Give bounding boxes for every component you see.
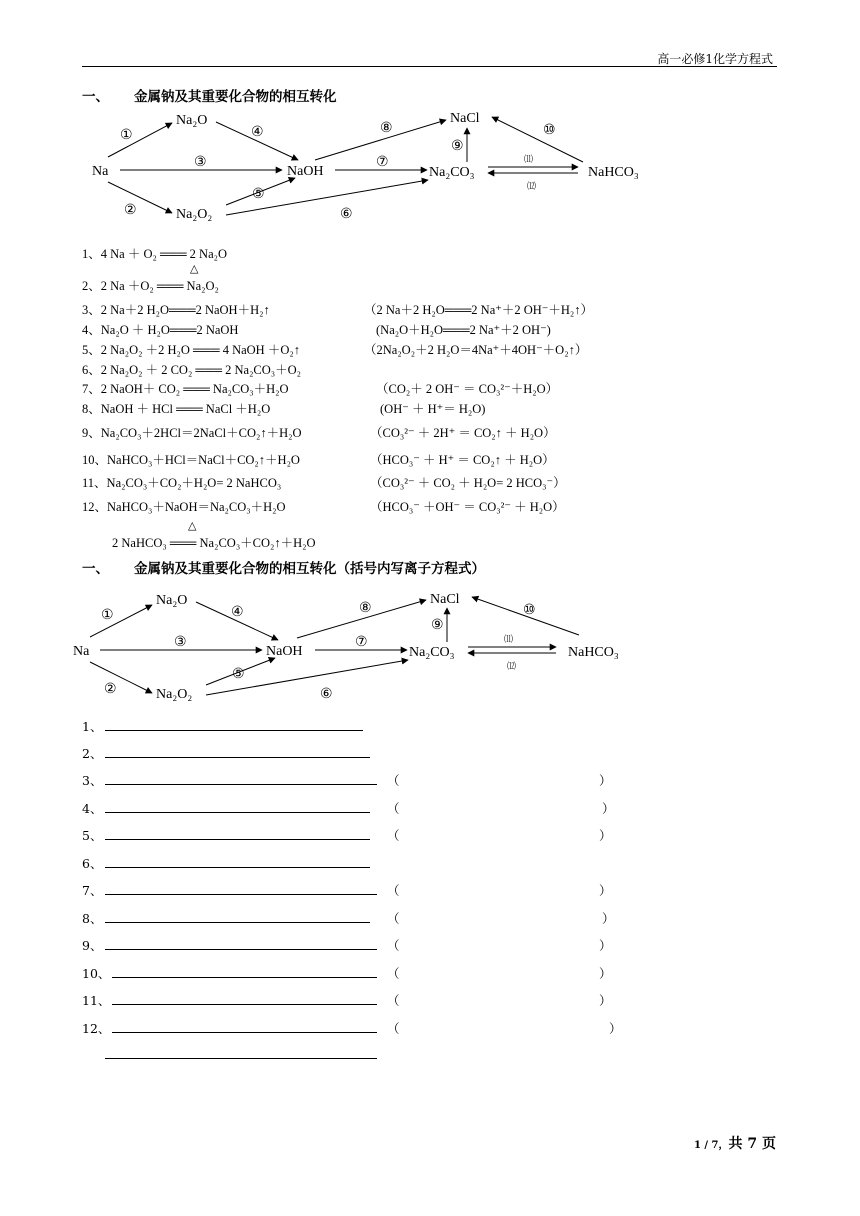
answer-blank-13[interactable] xyxy=(105,1058,377,1059)
ion-equation-11: （CO₃²⁻ ＋ CO₂ ＋ H₂O= 2 HCO₃⁻） xyxy=(370,476,566,490)
label-2-1: ① xyxy=(101,608,114,623)
ion-equation-12: （HCO₃⁻ ＋OH⁻ ＝ CO₃²⁻ ＋ H₂O） xyxy=(370,500,565,514)
node-nahco3: NaHCO₃ xyxy=(588,165,639,180)
label-5: ⑤ xyxy=(252,187,265,202)
label-8: ⑧ xyxy=(380,121,393,136)
ion-equation-3: （2 Na＋2 H₂O═══2 Na⁺＋2 OH⁻＋H₂↑） xyxy=(364,303,594,317)
equation-12: 12、NaHCO₃＋NaOH＝Na₂CO₃＋H₂O xyxy=(82,500,286,514)
node-2-na2co3: Na₂CO₃ xyxy=(409,645,455,660)
node-2-na: Na xyxy=(73,644,90,659)
answer-blank-9[interactable] xyxy=(105,949,377,950)
label-12: ⑿ xyxy=(527,181,537,191)
answer-row-9: 9、 （ ） xyxy=(82,938,612,953)
node-na2o: Na₂O xyxy=(176,113,208,128)
node-2-nahco3: NaHCO₃ xyxy=(568,645,619,660)
answer-row-2: 2、 xyxy=(82,744,642,760)
label-3: ③ xyxy=(194,155,207,170)
ion-equation-8: (OH⁻ ＋ H⁺＝ H₂O) xyxy=(380,402,486,416)
node-2-na2o2: Na₂O₂ xyxy=(156,687,193,702)
equation-4: 4、Na₂O ＋ H₂O═══2 NaOH xyxy=(82,323,239,337)
equation-3: 3、2 Na＋2 H₂O═══2 NaOH＋H₂↑ xyxy=(82,303,270,317)
label-2: ② xyxy=(124,203,137,218)
answer-row-12: 12、 （ ） xyxy=(82,1021,622,1036)
section-1-number: 一、 xyxy=(82,89,109,105)
answer-blank-8[interactable] xyxy=(105,922,370,923)
page-number: 1 xyxy=(693,1140,701,1151)
equation-7: 7、2 NaOH＋ CO₂ ═══ Na₂CO₃＋H₂O xyxy=(82,382,289,396)
label-2-8: ⑧ xyxy=(359,601,372,616)
label-7: ⑦ xyxy=(376,155,389,170)
label-2-9: ⑨ xyxy=(431,618,444,633)
label-2-11: ⑾ xyxy=(504,634,514,644)
page-sep: / 7， xyxy=(700,1140,729,1151)
label-2-12: ⑿ xyxy=(507,661,517,671)
answer-blank-10[interactable] xyxy=(112,977,377,978)
equation-8: 8、NaOH ＋ HCl ═══ NaCl ＋H₂O xyxy=(82,402,271,416)
section-2-number: 一、 xyxy=(82,561,109,577)
ion-equation-10: （HCO₃⁻ ＋ H⁺ ＝ CO₂↑ ＋ H₂O） xyxy=(370,453,555,467)
section-1-text: 金属钠及其重要化合物的相互转化 xyxy=(134,89,337,105)
arrow-2-2 xyxy=(90,662,152,693)
label-4: ④ xyxy=(251,125,264,140)
ion-equation-7: （CO₂＋ 2 OH⁻ ＝ CO₃²⁻＋H₂O） xyxy=(376,382,559,396)
label-2-5: ⑤ xyxy=(232,667,245,682)
ion-equation-9: （CO₃²⁻ ＋ 2H⁺ ＝ CO₂↑ ＋ H₂O） xyxy=(370,426,556,440)
answer-blank-1[interactable] xyxy=(105,730,363,731)
label-11: ⑾ xyxy=(524,154,534,164)
label-2-7: ⑦ xyxy=(355,635,368,650)
answer-blank-11[interactable] xyxy=(112,1004,377,1005)
answer-row-4: 4、 （ ） xyxy=(82,801,615,816)
answer-blank-12[interactable] xyxy=(112,1032,377,1033)
equation-11: 11、Na₂CO₃＋CO₂＋H₂O= 2 NaHCO₃ xyxy=(82,476,282,490)
node-na2o2: Na₂O₂ xyxy=(176,207,213,222)
page-total: 共 7 页 xyxy=(728,1136,776,1152)
node-nacl: NaCl xyxy=(450,111,480,126)
heat-symbol-2: △ xyxy=(190,263,199,275)
equation-2: 2、2 Na ＋O₂ ═══ Na₂O₂ xyxy=(82,279,219,293)
label-2-6: ⑥ xyxy=(320,687,333,702)
header-text: 高一必修1化学方程式 xyxy=(657,52,773,66)
node-na2co3: Na₂CO₃ xyxy=(429,165,475,180)
label-2-3: ③ xyxy=(174,635,187,650)
equation-1: 1、4 Na ＋ O₂ ═══ 2 Na₂O xyxy=(82,247,228,261)
node-naoh: NaOH xyxy=(287,164,324,179)
node-na: Na xyxy=(92,164,109,179)
equation-6: 6、2 Na₂O₂ ＋ 2 CO₂ ═══ 2 Na₂CO₃＋O₂ xyxy=(82,363,302,377)
answer-row-7: 7、 （ ） xyxy=(82,883,612,898)
answer-row-8: 8、 （ ） xyxy=(82,911,615,926)
page-footer xyxy=(694,1133,776,1153)
equation-10: 10、NaHCO₃＋HCl＝NaCl＋CO₂↑＋H₂O xyxy=(82,453,300,467)
node-2-na2o: Na₂O xyxy=(156,593,188,608)
answer-row-1: 1、 xyxy=(82,717,642,733)
answer-blank-3[interactable] xyxy=(105,784,377,785)
answer-row-5: 5、 （ ） xyxy=(82,828,612,843)
answer-row-11: 11、 （ ） xyxy=(82,993,612,1008)
section-2-text: 金属钠及其重要化合物的相互转化（括号内写离子方程式） xyxy=(134,561,485,577)
node-2-naoh: NaOH xyxy=(266,644,303,659)
label-1: ① xyxy=(120,128,133,143)
answer-row-3: 3、 （ ） xyxy=(82,773,612,788)
answer-row-10: 10、 （ ） xyxy=(82,966,612,981)
answer-blank-4[interactable] xyxy=(105,812,370,813)
label-6: ⑥ xyxy=(340,207,353,222)
equation-decomposition: 2 NaHCO₃ ═══ Na₂CO₃＋CO₂↑＋H₂O xyxy=(112,536,316,550)
label-2-2: ② xyxy=(104,682,117,697)
ion-equation-5: （2Na₂O₂＋2 H₂O＝4Na⁺＋4OH⁻＋O₂↑） xyxy=(364,343,588,357)
label-10: ⑩ xyxy=(543,123,556,138)
ion-equation-4: (Na₂O＋H₂O═══2 Na⁺＋2 OH⁻) xyxy=(376,323,551,337)
answer-row-6: 6、 xyxy=(82,854,642,870)
label-2-10: ⑩ xyxy=(523,603,536,618)
answer-blank-2[interactable] xyxy=(105,757,370,758)
equation-9: 9、Na₂CO₃＋2HCl＝2NaCl＋CO₂↑＋H₂O xyxy=(82,426,302,440)
equation-5: 5、2 Na₂O₂ ＋2 H₂O ═══ 4 NaOH ＋O₂↑ xyxy=(82,343,300,357)
arrow-2-1 xyxy=(90,605,152,637)
heat-symbol-13: △ xyxy=(188,520,197,532)
label-9: ⑨ xyxy=(451,139,464,154)
answer-blank-5[interactable] xyxy=(105,839,370,840)
answer-blank-6[interactable] xyxy=(105,867,370,868)
label-2-4: ④ xyxy=(231,605,244,620)
answer-blank-7[interactable] xyxy=(105,894,377,895)
node-2-nacl: NaCl xyxy=(430,592,460,607)
